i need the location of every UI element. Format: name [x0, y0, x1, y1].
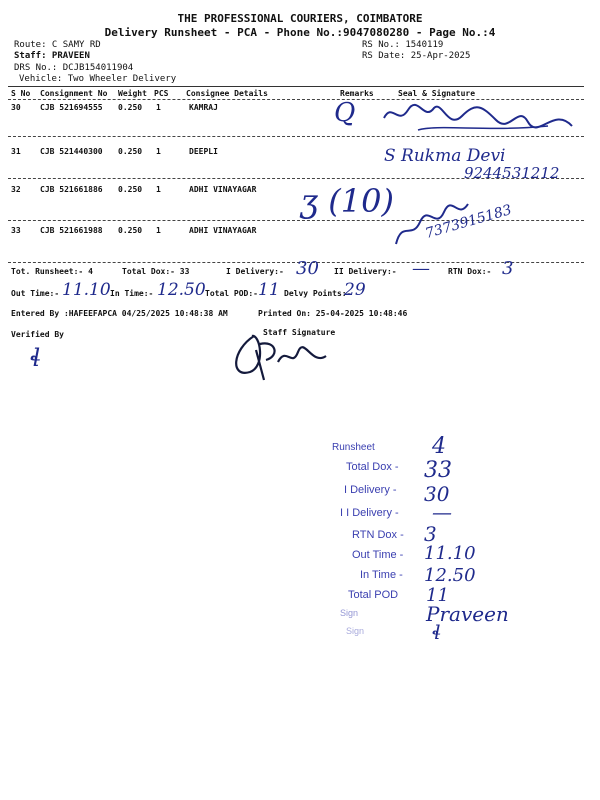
out-time-label: Out Time:- [11, 289, 60, 298]
row-sno: 30 [11, 103, 21, 112]
row-consignee: ADHI VINAYAGAR [189, 226, 257, 235]
col-consignee: Consignee Details [186, 89, 268, 98]
col-sno: S No [11, 89, 31, 98]
in-time-value: 12.50 [157, 280, 206, 300]
staff-signature-label: Staff Signature [263, 328, 336, 337]
delvy-points-value: 29 [344, 280, 366, 300]
stamp-label-rtn-dox: RTN Dox - [352, 529, 404, 541]
col-weight: Weight [118, 89, 147, 98]
runsheet-subtitle: Delivery Runsheet - PCA - Phone No.:9047080280 - Page No.:4 [104, 26, 496, 39]
i-delivery-label: I Delivery:- [226, 267, 284, 276]
row31-sign-handwriting: S Rukma Devi [384, 146, 506, 166]
col-remarks: Remarks [340, 89, 374, 98]
ii-delivery-label: II Delivery:- [334, 267, 397, 276]
stamp-label-ii-delivery: I I Delivery - [340, 507, 399, 519]
row-sno: 32 [11, 185, 21, 194]
row-pcs: 1 [156, 226, 161, 235]
stamp-value-out-time: 11.10 [424, 543, 476, 564]
vehicle-label: Vehicle: Two Wheeler Delivery [19, 74, 177, 84]
rs-no-label: RS No.: 1540119 [362, 40, 444, 50]
staff-signature-handwriting [226, 326, 336, 382]
stamp-value-staff-sign: Praveen [426, 602, 509, 626]
stamp-value-ii-delivery: — [432, 500, 452, 524]
stamp-value-total-pod: 11 [426, 585, 449, 606]
stamp-value-runsheet: 4 [432, 434, 446, 459]
rtn-dox-label: RTN Dox:- [448, 267, 492, 276]
row-consignee: KAMRAJ [189, 103, 218, 112]
stamp-label-checked: Sign [346, 626, 365, 636]
tot-runsheet-label: Tot. Runsheet:- 4 [11, 267, 93, 276]
verified-mark-handwriting: ɬ [30, 344, 41, 372]
row33-phone-handwriting: 7373915183 [423, 202, 514, 242]
i-delivery-value: 30 [296, 258, 319, 279]
row-pcs: 1 [156, 147, 161, 156]
stamp-value-i-delivery: 30 [424, 482, 450, 506]
col-pcs: PCS [154, 89, 169, 98]
row-consignment: CJB 521694555 [40, 103, 103, 112]
stamp-value-in-time: 12.50 [424, 565, 476, 586]
row30-signature-handwriting [378, 96, 578, 138]
total-dox-label: Total Dox:- 33 [122, 267, 190, 276]
row-pcs: 1 [156, 185, 161, 194]
delvy-points-label: Delvy Points:- [284, 289, 352, 298]
stamp-value-rtn-dox: 3 [424, 522, 437, 546]
stamp-label-staff-sign: Sign [340, 608, 359, 618]
row-weight: 0.250 [118, 226, 143, 235]
row-weight: 0.250 [118, 185, 143, 194]
row32-remark-handwriting: ʒ (10) [300, 182, 394, 220]
stamp-label-total-pod: Total POD [348, 589, 399, 601]
staff-label: Staff: PRAVEEN [14, 51, 90, 61]
rs-date-label: RS Date: 25-Apr-2025 [362, 51, 471, 61]
row31-phone-handwriting: 9244531212 [464, 164, 560, 182]
total-pod-label: Total POD:- [205, 289, 258, 298]
rtn-dox-value: 3 [502, 258, 514, 279]
printed-on-text: Printed On: 25-04-2025 10:48:46 [258, 309, 408, 318]
ii-delivery-value: — [412, 258, 430, 279]
stamp-label-total-dox: Total Dox - [346, 461, 399, 473]
row-consignment: CJB 521661988 [40, 226, 103, 235]
route-label: Route: C SAMY RD [14, 40, 101, 50]
row-sno: 33 [11, 226, 21, 235]
stamp-label-out-time: Out Time - [352, 549, 404, 561]
row-consignment: CJB 521440300 [40, 147, 103, 156]
row-weight: 0.250 [118, 147, 143, 156]
row-consignment: CJB 521661886 [40, 185, 103, 194]
header-rule [8, 86, 584, 87]
stamp-label-runsheet: Runsheet [332, 442, 375, 453]
stamp-value-checked: ɬ [432, 620, 442, 644]
out-time-value: 11.10 [62, 280, 111, 300]
stamp-label-in-time: In Time - [360, 569, 403, 581]
col-consignment: Consignment No [40, 89, 108, 98]
entered-by-text: Entered By :HAFEEFAPCA 04/25/2025 10:48:38 AM [11, 309, 228, 318]
row-weight: 0.250 [118, 103, 143, 112]
stamp-label-i-delivery: I Delivery - [344, 484, 397, 496]
company-title: THE PROFESSIONAL COURIERS, COIMBATORE [177, 12, 423, 25]
total-pod-value: 11 [258, 280, 280, 300]
stamp-value-total-dox: 33 [424, 458, 452, 483]
drs-label: DRS No.: DCJB154011904 [14, 63, 134, 73]
row-sno: 31 [11, 147, 21, 156]
row-consignee: ADHI VINAYAGAR [189, 185, 257, 194]
col-seal-signature: Seal & Signature [398, 89, 476, 98]
in-time-label: In Time:- [110, 289, 154, 298]
row30-remark-handwriting: Q [334, 98, 356, 128]
row-pcs: 1 [156, 103, 161, 112]
verified-by-label: Verified By [11, 330, 64, 339]
row-consignee: DEEPLI [189, 147, 218, 156]
